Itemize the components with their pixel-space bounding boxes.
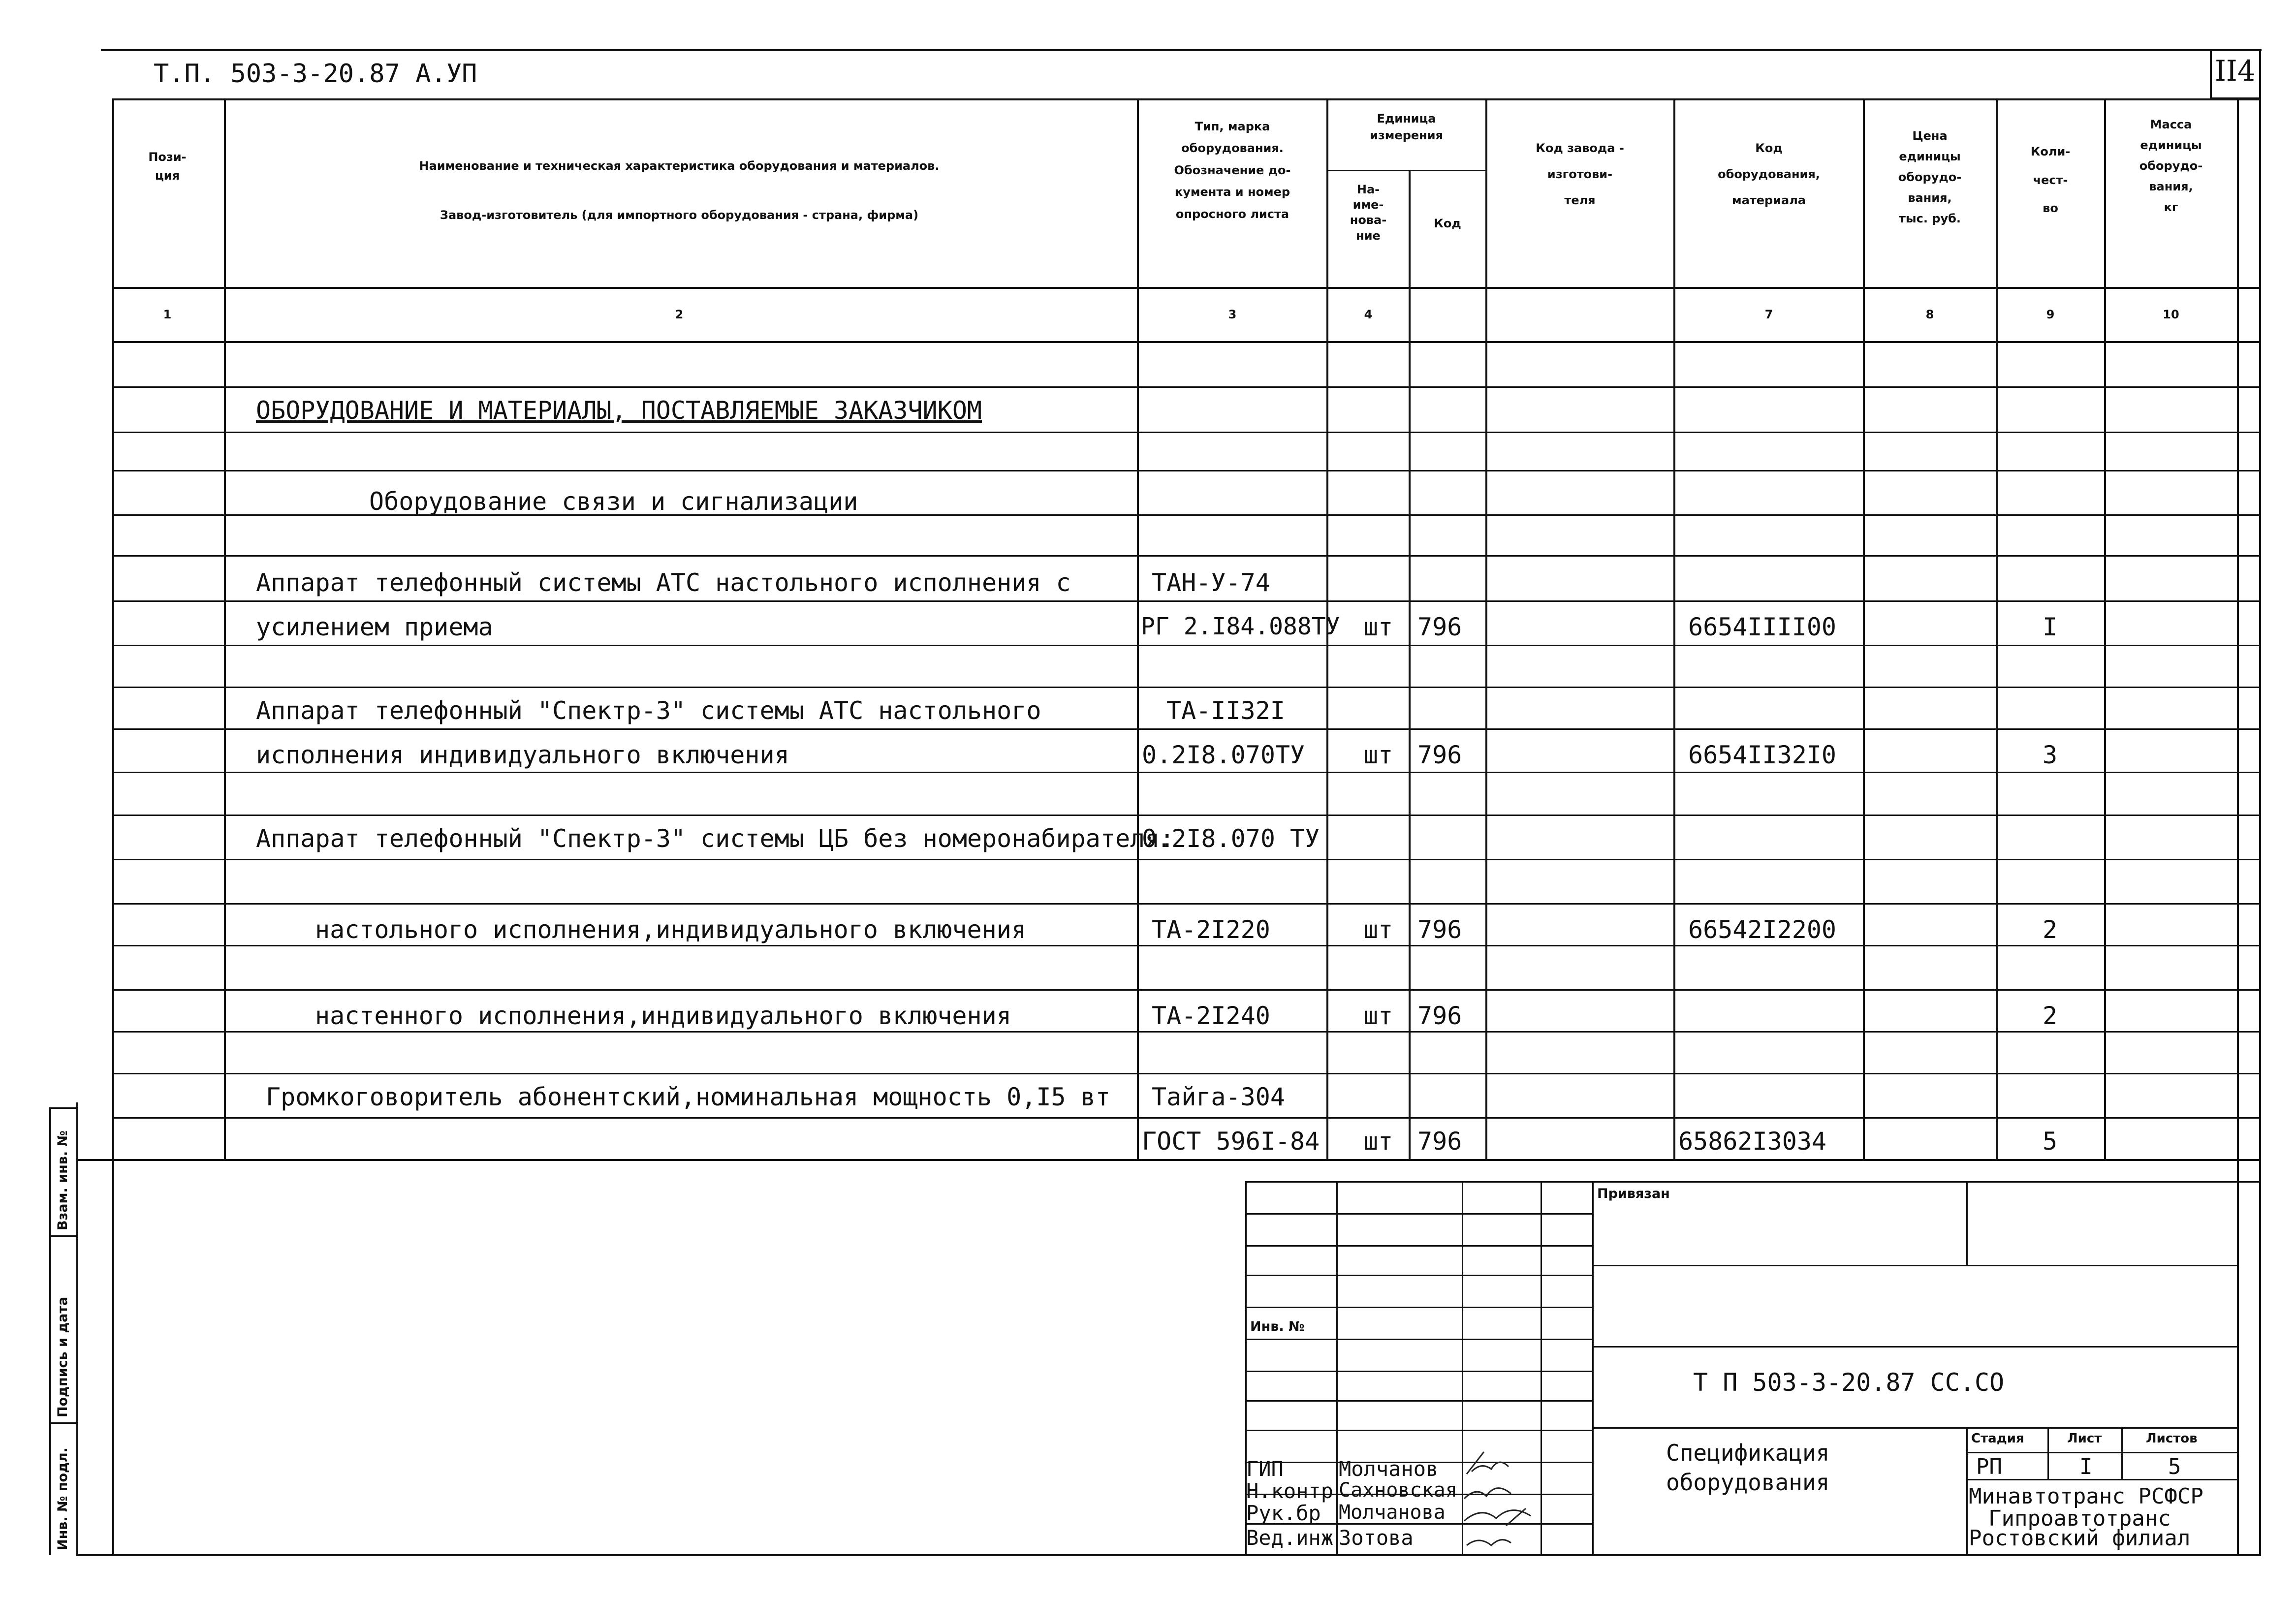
item-type: ТА-2I220 (1152, 915, 1270, 944)
stamp-role: Рук.бр (1246, 1501, 1321, 1525)
col-header-manufacturer: Завод-изготовитель (для импортного оборудования - страна, фирма) (440, 208, 919, 222)
item-unit-code: 796 (1417, 741, 1462, 769)
col-header-price: Цена единицы оборудо- вания, тыс. руб. (1898, 129, 1962, 225)
col-number: 2 (675, 308, 684, 321)
col-header-unit-name: На- име- нова- ние (1350, 183, 1387, 243)
stamp-role: Вед.инж (1246, 1526, 1334, 1550)
col-number: 7 (1764, 308, 1773, 321)
item-name: Громкоговоритель абонентский,номинальная мощность 0,I5 вт (266, 1083, 1110, 1111)
item-quantity: 3 (2043, 741, 2058, 769)
stamp-sheet: I (2079, 1454, 2093, 1479)
item-unit: шт (1363, 1002, 1393, 1030)
item-type: РГ 2.I84.088ТУ (1141, 613, 1340, 640)
stamp-privyazan: Привязан (1597, 1186, 1670, 1201)
side-podpis: Подпись и дата (55, 1296, 70, 1417)
item-unit: шт (1363, 915, 1393, 944)
col-header-type: Тип, марка оборудования. Обозначение до- кумента и номер опросного листа (1174, 120, 1291, 221)
item-equipment-code: 6654II32I0 (1688, 741, 1837, 769)
stamp-name: Зотова (1339, 1526, 1414, 1550)
item-type: ТАН-У-74 (1152, 568, 1270, 597)
item-quantity: 5 (2043, 1127, 2058, 1156)
item-name: Аппарат телефонный "Спектр-3" системы ЦБ без номеронабирателя: (256, 824, 1175, 853)
item-unit-code: 796 (1417, 1002, 1462, 1030)
item-name: Аппарат телефонный системы АТС настольного исполнения с (256, 568, 1071, 597)
item-type: Тайга-304 (1152, 1083, 1285, 1111)
stamp-title-line1: Спецификация (1666, 1440, 1830, 1466)
item-unit: шт (1363, 613, 1393, 641)
stamp-stage: РП (1976, 1454, 2002, 1479)
col-number: 9 (2046, 308, 2055, 321)
item-type: 0.2I8.070ТУ (1142, 741, 1305, 769)
item-quantity: 2 (2043, 915, 2058, 944)
stamp-doc-designation: Т П 503-3-20.87 СС.СО (1693, 1368, 2005, 1397)
subsection-title: Оборудование связи и сигнализации (369, 487, 858, 516)
item-type: ТА-2I240 (1152, 1002, 1270, 1030)
signature-scribbles (1457, 1447, 1555, 1553)
stamp-role: Н.контр (1246, 1479, 1334, 1503)
item-name: исполнения индивидуального включения (256, 741, 789, 769)
stamp-org3: Ростовский филиал (1969, 1526, 2191, 1551)
stamp-sheets: 5 (2168, 1454, 2181, 1479)
item-name: настенного исполнения,индивидуального включения (315, 1002, 1011, 1030)
item-equipment-code: 66542I2200 (1688, 915, 1837, 944)
col-number: 3 (1228, 308, 1237, 321)
col-number: 8 (1925, 308, 1934, 321)
item-unit: шт (1363, 1127, 1393, 1156)
stamp-sheet-label: Лист (2067, 1431, 2102, 1446)
col-header-unit-group: Единица измерения (1370, 112, 1443, 142)
item-unit-code: 796 (1417, 1127, 1462, 1156)
col-header-equipment-code: Код оборудования, материала (1718, 141, 1820, 207)
stamp-org1: Минавтотранс РСФСР (1969, 1484, 2203, 1509)
item-name: Аппарат телефонный "Спектр-3" системы АТС настольного (256, 696, 1041, 725)
item-type: 0.2I8.070 ТУ (1142, 824, 1320, 853)
item-unit-code: 796 (1417, 613, 1462, 641)
item-name: настольного исполнения,индивидуального включения (315, 915, 1026, 944)
col-header-mass: Масса единицы оборудо- вания, кг (2139, 118, 2203, 214)
col-header-position: Пози- ция (148, 150, 187, 183)
col-header-plant-code: Код завода - изготови- теля (1536, 141, 1624, 207)
side-inv-podl: Инв. № подл. (55, 1447, 70, 1550)
item-quantity: 2 (2043, 1002, 2058, 1030)
col-header-unit-code: Код (1434, 217, 1461, 230)
stamp-stage-label: Стадия (1971, 1431, 2024, 1446)
item-equipment-code: 6654IIII00 (1688, 613, 1837, 641)
col-number: 10 (2163, 308, 2179, 321)
item-unit: шт (1363, 741, 1393, 769)
stamp-inv-no: Инв. № (1250, 1319, 1305, 1334)
section-title: ОБОРУДОВАНИЕ И МАТЕРИАЛЫ, ПОСТАВЛЯЕМЫЕ ЗАКАЗЧИКОМ (256, 396, 982, 425)
item-name: усилением приема (256, 613, 493, 641)
side-vzam: Взам. инв. № (55, 1130, 70, 1230)
col-header-name: Наименование и техническая характеристика оборудования и материалов. (419, 159, 940, 173)
item-type: ГОСТ 596I-84 (1142, 1127, 1320, 1156)
stamp-role: ГИП (1246, 1457, 1284, 1481)
stamp-sheets-label: Листов (2146, 1431, 2198, 1446)
col-number: 1 (163, 308, 172, 321)
stamp-title-line2: оборудования (1666, 1469, 1830, 1496)
item-unit-code: 796 (1417, 915, 1462, 944)
item-type: ТА-II32I (1166, 696, 1285, 725)
page-number: II4 (2215, 54, 2256, 88)
stamp-name: Молчанова (1339, 1501, 1446, 1524)
col-header-quantity: Коли- чест- во (2030, 145, 2071, 216)
item-equipment-code: 65862I3034 (1678, 1127, 1827, 1156)
stamp-name: Сахновская (1339, 1479, 1457, 1502)
item-quantity: I (2043, 613, 2058, 641)
col-number: 4 (1364, 308, 1373, 321)
doc-code: Т.П. 503-3-20.87 А.УП (154, 59, 477, 89)
stamp-org2: Гипроавтотранс (1988, 1506, 2171, 1531)
stamp-name: Молчанов (1339, 1457, 1439, 1481)
